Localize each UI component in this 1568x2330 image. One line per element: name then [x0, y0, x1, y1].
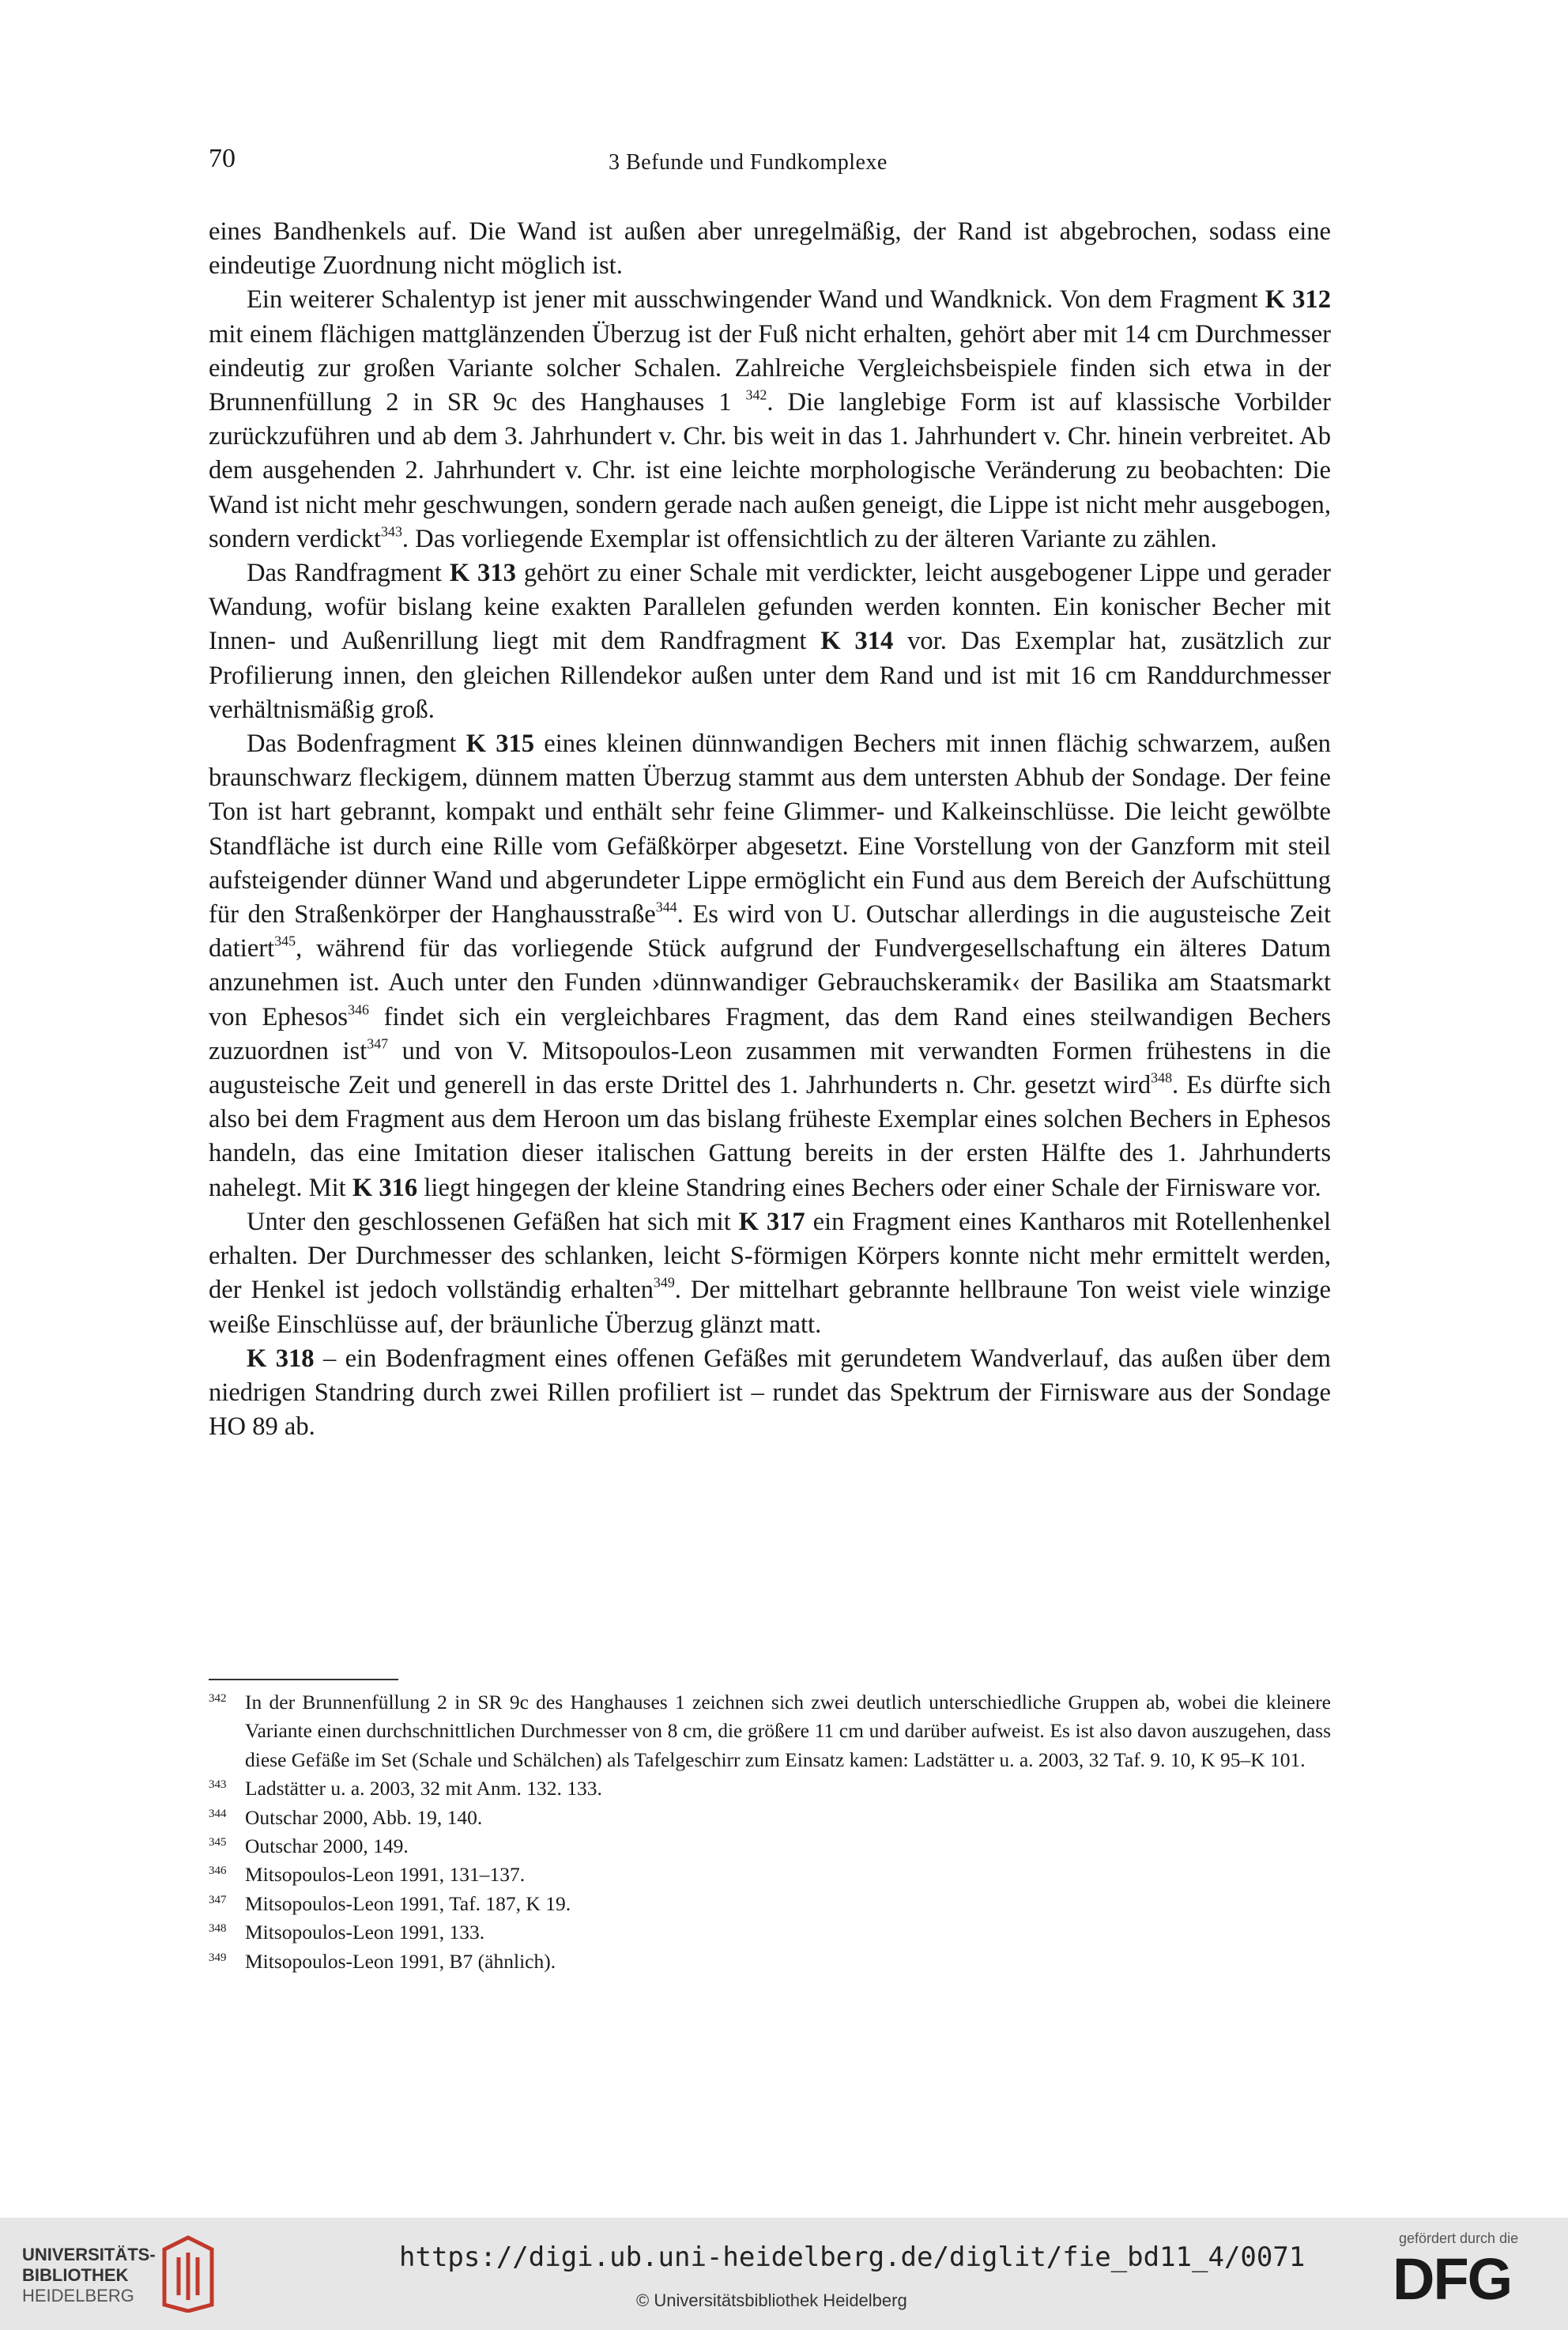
text-run: findet sich ein vergleichbares Fragment, das dem Rand eines steilwandigen Bechers zuzuordnen ist [209, 1002, 1331, 1065]
text-run: , während für das vorliegende Stück aufgrund der Fundvergesellschaftung ein älteres Datum anzunehmen ist. Auch unter den Funden ›dünnwandiger Gebrauchskeramik‹ der Basilika am Staatsmarkt von Ephesos [209, 934, 1331, 1031]
footnote-ref[interactable]: 348 [1151, 1069, 1173, 1086]
text-run: eines kleinen dünnwandigen Bechers mit innen flächig schwarzem, außen braunschwarz fleckigem, dünnem matten Überzug stammt aus dem untersten Abhub der Sondage. Der feine Ton ist hart gebrannt, kompakt und enthält sehr feine Glimmer- und Kalkeinschlüsse. Die leicht gewölbte Standfläche ist durch eine Rille vom Gefäßkörper abgesetzt. Eine Vorstellung von der Ganzform mit steil aufsteigender dünner Wand und abgerundeter Lippe ermöglicht ein Fund aus dem Bereich der Aufschüttung für den Straßenkörper der Hanghausstraße [209, 730, 1331, 929]
footnote-ref[interactable]: 347 [367, 1035, 389, 1052]
footnote-ref[interactable]: 346 [348, 1001, 369, 1018]
catalogue-ref: K 313 [449, 559, 516, 588]
paragraph [209, 283, 1331, 556]
paragraph [209, 1205, 1331, 1342]
catalogue-ref: K 316 [352, 1173, 418, 1202]
library-logo-line: UNIVERSITÄTS- [22, 2245, 156, 2264]
footnote-text: Mitsopoulos-Leon 1991, Taf. 187, K 19. [245, 1891, 571, 1915]
footnote-number: 347 [209, 1893, 227, 1906]
text-run: Ein weiterer Schalentyp ist jener mit ausschwingender Wand und Wandknick. Von dem Fragment [247, 285, 1265, 315]
funding-caption: gefördert durch die [1399, 2230, 1519, 2246]
footnote [209, 1861, 1331, 1889]
footnote-number: 345 [209, 1836, 227, 1849]
library-logo-line: HEIDELBERG [22, 2286, 134, 2305]
footnote [209, 1688, 1331, 1774]
text-run: . Es wird von U. Outschar allerdings in die augusteische Zeit datiert [209, 900, 1331, 963]
text-run: Unter den geschlossenen Gefäßen hat sich mit [247, 1207, 739, 1236]
footnotes [209, 1688, 1331, 1976]
paragraph [209, 727, 1331, 1205]
text-run: . Die langlebige Form ist auf klassische Vorbilder zurückzuführen und ab dem 3. Jahrhundert v. Chr. bis weit in das 1. Jahrhundert v. Chr. hinein verbreitet. Ab dem ausgehenden 2. Jahrhundert v. Chr. ist eine leichte morphologische Veränderung zu beobachten: Die Wand ist nicht mehr geschwungen, sondern gerade nach außen geneigt, die Lippe ist nicht mehr ausgebogen, sondern verdickt [209, 388, 1331, 553]
text-run: . Der mittelhart gebrannte hellbraune Ton weist viele winzige weiße Einschlüsse auf, der bräunliche Überzug glänzt matt. [209, 1276, 1331, 1339]
text-run: liegt hingegen der kleine Standring eines Bechers oder einer Schale der Firnisware vor. [417, 1173, 1321, 1202]
footnote [209, 1804, 1331, 1832]
paragraph [209, 1342, 1331, 1445]
catalogue-ref: K 314 [820, 627, 894, 656]
footnote-number: 342 [209, 1692, 227, 1705]
running-head: 3 Befunde und Fundkomplexe [609, 150, 888, 175]
text-run: mit einem flächigen mattglänzenden Überzug ist der Fuß nicht erhalten, gehört aber mit 14 cm Durchmesser eindeutig zur großen Variante solcher Schalen. Zahlreiche Vergleichsbeispiele finden sich etwa in der Brunnenfüllung 2 in SR 9c des Hanghauses 1 [209, 319, 1331, 417]
catalogue-ref: K 315 [466, 730, 535, 759]
page-number: 70 [209, 144, 236, 173]
text-run: und von V. Mitsopoulos-Leon zusammen mit verwandten Formen frühestens in die augusteische Zeit und generell in das erste Drittel des 1. Jahrhunderts n. Chr. gesetzt wird [209, 1036, 1332, 1100]
library-emblem-icon [156, 2234, 220, 2313]
paragraph [209, 556, 1331, 727]
footnote [209, 1918, 1331, 1947]
catalogue-ref: K 317 [738, 1207, 805, 1236]
footnote-number: 346 [209, 1864, 227, 1878]
text-run: ein Fragment eines Kantharos mit Rotellenhenkel erhalten. Der Durchmesser des schlanken, leicht S-förmigen Körpers konnte nicht mehr ermittelt werden, der Henkel ist jedoch vollständig erhalten [209, 1207, 1332, 1305]
main-text [209, 215, 1331, 1444]
footnote-text: In der Brunnenfüllung 2 in SR 9c des Hanghauses 1 zeichnen sich zwei deutlich unterschiedliche Gruppen ab, wobei die kleinere Variante einen durchschnittlichen Durchmesser von 8 cm, die größere 11 cm und darüber aufweist. Es ist also davon auszugehen, dass diese Gefäße im Set (Schale und Schälchen) als Tafelgeschirr zum Einsatz kamen: Ladstätter u. a. 2003, 32 Taf. 9. 10, K 95–K 101. [245, 1691, 1331, 1771]
footnote-text: Mitsopoulos-Leon 1991, 131–137. [245, 1863, 526, 1887]
footnote-text: Outschar 2000, Abb. 19, 140. [245, 1805, 483, 1829]
footnote-ref[interactable]: 343 [381, 523, 402, 540]
footnote-ref[interactable]: 342 [745, 386, 767, 403]
text-run: Das Randfragment [247, 559, 450, 588]
text-run: – ein Bodenfragment eines offenen Gefäßes mit gerundetem Wandverlauf, das außen über dem niedrigen Standring durch zwei Rillen profiliert ist – rundet das Spektrum der Firnisware aus der Sondage HO 89 ab. [209, 1344, 1331, 1442]
text-run: gehört zu einer Schale mit verdickter, leicht ausgebogener Lippe und gerader Wandung, wofür bislang keine exakten Parallelen gefunden werden konnten. Ein konischer Becher mit Innen- und Außenrillung liegt mit dem Randfragment [209, 559, 1331, 656]
footnote-number: 344 [209, 1807, 227, 1820]
footnote-separator [209, 1679, 398, 1680]
footnote-text: Mitsopoulos-Leon 1991, B7 (ähnlich). [245, 1949, 556, 1973]
footnote-number: 348 [209, 1922, 227, 1936]
paragraph: eines Bandhenkels auf. Die Wand ist außen aber unregelmäßig, der Rand ist abgebrochen, sodass eine eindeutige Zuordnung nicht möglich ist. [209, 217, 1331, 281]
catalogue-ref: K 312 [1265, 285, 1331, 315]
text-run: . Das vorliegende Exemplar ist offensichtlich zu der älteren Variante zu zählen. [401, 524, 1217, 553]
permalink-url[interactable]: https://digi.ub.uni-heidelberg.de/diglit/fie_bd11_4/0071 [399, 2241, 1306, 2273]
text-run: . Es dürfte sich also bei dem Fragment aus dem Heroon um das bislang früheste Exemplar eines solchen Bechers in Ephesos handeln, das eine Imitation dieser italischen Gattung bereits in der ersten Hälfte des 1. Jahrhunderts nahelegt. Mit [209, 1071, 1332, 1202]
footnote-ref[interactable]: 349 [653, 1274, 675, 1291]
footer-bar [0, 2218, 1568, 2330]
footnote-text: Outschar 2000, 149. [245, 1834, 409, 1858]
footnote-number: 343 [209, 1778, 227, 1792]
text-run: vor. Das Exemplar hat, zusätzlich zur Profilierung innen, den gleichen Rillendekor außen unter dem Rand und ist mit 16 cm Randdurchmesser verhältnismäßig groß. [209, 627, 1331, 724]
footnote-text: Ladstätter u. a. 2003, 32 mit Anm. 132. 133. [245, 1777, 602, 1800]
footnote-ref[interactable]: 345 [274, 933, 296, 949]
footnote-number: 349 [209, 1951, 227, 1964]
footnote [209, 1832, 1331, 1861]
copyright-notice: © Universitätsbibliothek Heidelberg [636, 2290, 907, 2310]
library-logo[interactable] [22, 2245, 156, 2306]
text-run: Das Bodenfragment [247, 730, 466, 759]
library-logo-line: BIBLIOTHEK [22, 2265, 129, 2285]
footnote [209, 1774, 1331, 1803]
footnote-ref[interactable]: 344 [655, 899, 677, 915]
footnote [209, 1947, 1331, 1976]
footnote-text: Mitsopoulos-Leon 1991, 133. [245, 1921, 485, 1944]
catalogue-ref: K 318 [247, 1344, 315, 1373]
footnote [209, 1890, 1331, 1918]
dfg-logo[interactable]: DFG [1393, 2246, 1512, 2312]
